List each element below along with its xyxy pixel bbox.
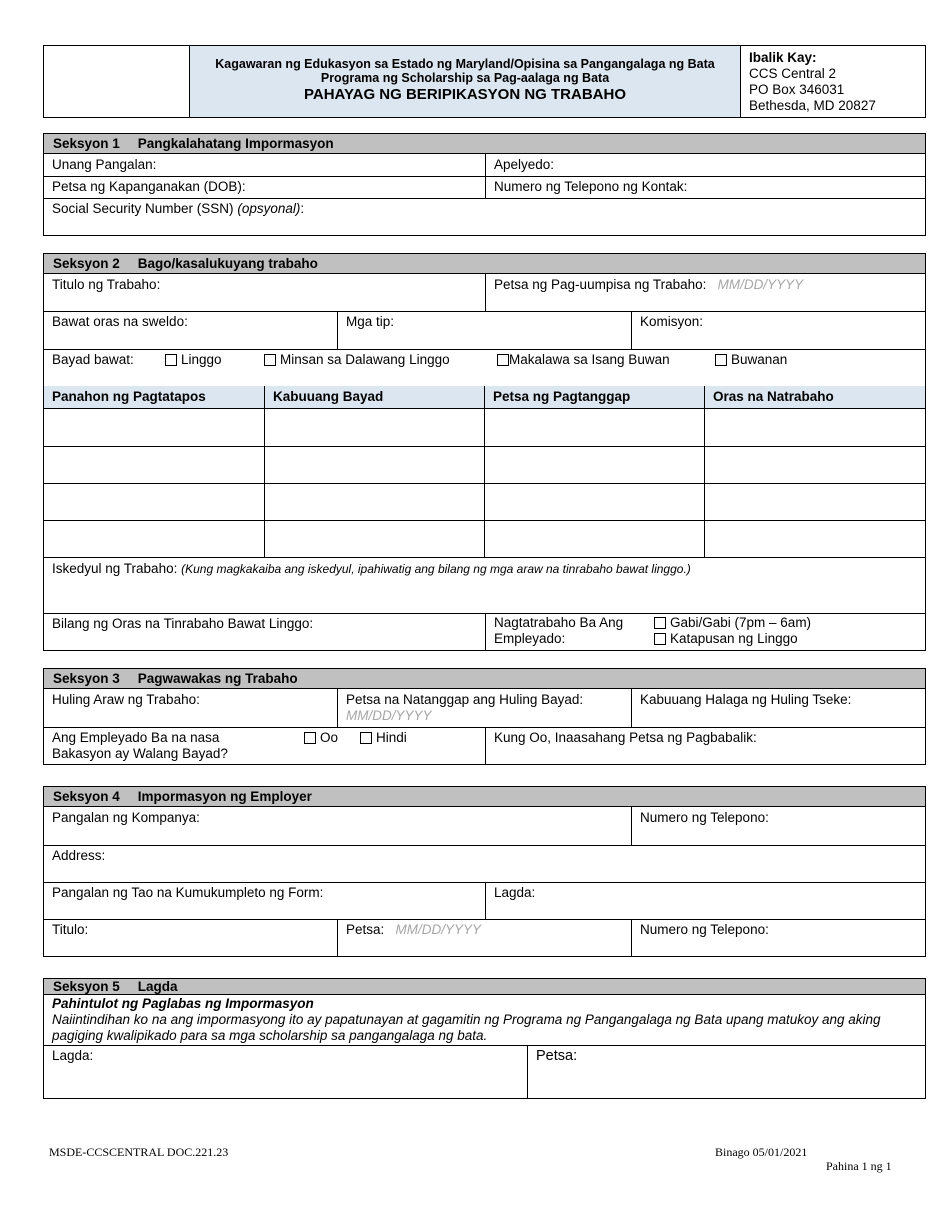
table-cell[interactable] <box>264 408 484 446</box>
program-name: Programa ng Scholarship sa Pag-aalaga ng Bata <box>320 71 610 85</box>
table-cell[interactable] <box>44 408 264 446</box>
start-date-label: Petsa ng Pag-uumpisa ng Trabaho: <box>494 277 707 292</box>
company-name-label: Pangalan ng Kompanya: <box>52 810 200 825</box>
employer-phone2-field[interactable] <box>631 919 925 956</box>
unpaid-leave-question-line2: Bakasyon ay Walang Bayad? <box>52 746 228 761</box>
commission-label: Komisyon: <box>640 314 704 329</box>
employer-title-field[interactable] <box>44 919 337 956</box>
freq-weekly-option[interactable] <box>165 352 222 368</box>
col-pay-period: Panahon ng Pagtatapos <box>52 389 206 404</box>
logo-box <box>43 45 190 118</box>
hours-per-week-label: Bilang ng Oras na Tinrabaho Bawat Linggo: <box>52 616 314 631</box>
section-title: Pagwawakas ng Trabaho <box>137 671 298 686</box>
section-title: Bago/kasalukuyang trabaho <box>137 256 318 271</box>
form-title-box <box>189 45 741 118</box>
table-cell[interactable] <box>484 520 704 557</box>
table-cell[interactable] <box>484 483 704 520</box>
table-cell[interactable] <box>484 446 704 483</box>
ssn-label: Social Security Number (SSN) <box>52 201 234 216</box>
option-label: Minsan sa Dalawang Linggo <box>280 352 450 367</box>
table-cell[interactable] <box>264 483 484 520</box>
section-number: Seksyon 3 <box>53 671 120 686</box>
job-title-field[interactable] <box>44 274 485 311</box>
page-number: Pahina 1 ng 1 <box>826 1159 892 1173</box>
checkbox-icon[interactable] <box>360 732 372 744</box>
unpaid-leave-field <box>44 727 485 764</box>
employer-signature-label: Lagda: <box>494 885 536 900</box>
tips-label: Mga tip: <box>346 314 395 329</box>
hourly-wage-field[interactable] <box>44 311 337 349</box>
employer-phone-field[interactable] <box>631 807 925 845</box>
last-day-label: Huling Araw ng Trabaho: <box>52 692 200 707</box>
release-title: Pahintulot ng Paglabas ng Impormasyon <box>52 996 314 1011</box>
works-question-line1: Nagtatrabaho Ba Ang <box>494 615 624 630</box>
return-line: PO Box 346031 <box>749 82 845 97</box>
section-3 <box>43 668 926 765</box>
pay-frequency-row <box>44 349 925 386</box>
dob-field[interactable] <box>44 176 485 198</box>
unpaid-leave-question-line1: Ang Empleyado Ba na nasa <box>52 730 220 745</box>
return-date-field[interactable] <box>485 727 925 764</box>
overnight-option[interactable] <box>654 615 811 631</box>
section-4 <box>43 786 926 957</box>
employer-signature-field[interactable] <box>485 882 925 919</box>
contact-phone-label: Numero ng Telepono ng Kontak: <box>494 179 688 194</box>
option-label: Gabi/Gabi (7pm – 6am) <box>670 615 812 630</box>
col-hours-worked: Oras na Natrabaho <box>704 386 925 408</box>
option-label: Katapusan ng Linggo <box>670 631 798 646</box>
completer-name-label: Pangalan ng Tao na Kumukumpleto ng Form: <box>52 885 324 900</box>
last-pay-date-label: Petsa na Natanggap ang Huling Bayad: <box>346 692 584 707</box>
freq-monthly-option[interactable] <box>715 352 787 368</box>
employer-phone-label: Numero ng Telepono: <box>640 810 769 825</box>
applicant-date-field[interactable] <box>527 1045 925 1098</box>
applicant-signature-field[interactable] <box>44 1045 527 1098</box>
works-question-line2: Empleyado: <box>494 631 566 646</box>
last-pay-date-field[interactable] <box>337 689 631 727</box>
last-name-label: Apelyedo: <box>494 157 555 172</box>
employer-date-label: Petsa: <box>346 922 385 937</box>
revised-date: Binago 05/01/2021 <box>715 1145 808 1159</box>
col-pay-date: Petsa ng Pagtanggap <box>484 386 704 408</box>
applicant-date-label: Petsa: <box>536 1048 578 1064</box>
date-placeholder: MM/DD/YYYY <box>717 277 804 292</box>
option-label: Oo <box>320 730 339 745</box>
release-text: Naiintindihan ko na ang impormasyong ito ay papatunayan at gagamitin ng Programa ng Pangangalaga ng Bata upang matukoy ang aking <box>52 1012 881 1027</box>
pay-frequency-label: Bayad bawat: <box>52 352 134 367</box>
table-cell[interactable] <box>264 446 484 483</box>
release-text: pagiging kwalipikado para sa mga scholarship sa pangangalaga ng bata. <box>52 1028 488 1043</box>
employer-phone2-label: Numero ng Telepono: <box>640 922 769 937</box>
return-address <box>740 45 926 118</box>
return-label: Ibalik Kay: <box>749 50 817 65</box>
employer-title-label: Titulo: <box>52 922 89 937</box>
table-cell[interactable] <box>44 446 264 483</box>
table-cell[interactable] <box>704 520 925 557</box>
table-row <box>44 446 925 484</box>
option-label: Buwanan <box>731 352 788 367</box>
first-name-label: Unang Pangalan: <box>52 157 157 172</box>
section-number: Seksyon 2 <box>53 256 120 271</box>
ssn-colon: : <box>300 201 305 216</box>
address-label: Address: <box>52 848 106 863</box>
weekend-option[interactable] <box>654 631 798 647</box>
freq-biweekly-option[interactable] <box>264 352 450 368</box>
date-placeholder: MM/DD/YYYY <box>395 922 482 937</box>
section-title: Pangkalahatang Impormasyon <box>137 136 334 151</box>
tips-field[interactable] <box>337 311 631 349</box>
hours-per-week-field[interactable] <box>44 613 485 650</box>
last-day-field[interactable] <box>44 689 337 727</box>
start-date-field[interactable] <box>485 274 925 311</box>
section-4-header <box>44 787 925 807</box>
ssn-field[interactable] <box>44 198 925 235</box>
return-date-label: Kung Oo, Inaasahang Petsa ng Pagbabalik: <box>494 730 757 745</box>
works-shifts-field <box>485 613 925 650</box>
completer-name-field[interactable] <box>44 882 485 919</box>
work-schedule-field[interactable] <box>44 557 925 613</box>
section-3-header <box>44 669 925 689</box>
table-cell[interactable] <box>484 408 704 446</box>
checkbox-icon[interactable] <box>497 354 509 366</box>
ssn-optional: (opsyonal) <box>237 201 301 216</box>
company-name-field[interactable] <box>44 807 631 845</box>
table-cell[interactable] <box>44 520 264 557</box>
table-cell[interactable] <box>44 483 264 520</box>
dob-label: Petsa ng Kapanganakan (DOB): <box>52 179 246 194</box>
checkbox-icon[interactable] <box>715 354 727 366</box>
work-schedule-label: Iskedyul ng Trabaho: <box>52 561 178 576</box>
section-5 <box>43 978 926 1099</box>
section-title: Lagda <box>137 979 178 994</box>
last-name-field[interactable] <box>485 154 925 176</box>
section-1 <box>43 133 926 236</box>
table-cell[interactable] <box>264 520 484 557</box>
freq-semimonthly-option[interactable] <box>497 352 670 368</box>
doc-id: MSDE-CCSCENTRAL DOC.221.23 <box>49 1145 229 1159</box>
date-placeholder: MM/DD/YYYY <box>346 708 432 723</box>
col-gross-pay: Kabuuang Bayad <box>264 386 484 408</box>
last-check-field[interactable] <box>631 689 925 727</box>
table-cell[interactable] <box>704 446 925 483</box>
release-statement <box>44 995 925 1045</box>
section-number: Seksyon 1 <box>53 136 120 151</box>
checkbox-icon[interactable] <box>264 354 276 366</box>
work-schedule-note: (Kung magkakaiba ang iskedyul, ipahiwatig ang bilang ng mga araw na tinrabaho bawat linggo.) <box>181 562 691 576</box>
table-row <box>44 520 925 558</box>
return-line: CCS Central 2 <box>749 66 837 81</box>
hourly-wage-label: Bawat oras na sweldo: <box>52 314 188 329</box>
contact-phone-field[interactable] <box>485 176 925 198</box>
section-number: Seksyon 5 <box>53 979 120 994</box>
checkbox-icon[interactable] <box>165 354 177 366</box>
applicant-signature-label: Lagda: <box>52 1048 94 1063</box>
section-title: Impormasyon ng Employer <box>137 789 312 804</box>
table-row <box>44 408 925 447</box>
leave-yes-option[interactable] <box>304 730 338 746</box>
address-field[interactable] <box>44 845 925 882</box>
agency-name: Kagawaran ng Edukasyon sa Estado ng Maryland/Opisina sa Pangangalaga ng Bata <box>215 57 715 71</box>
option-label: Hindi <box>376 730 407 745</box>
job-title-label: Titulo ng Trabaho: <box>52 277 161 292</box>
section-2 <box>43 253 926 651</box>
checkbox-icon[interactable] <box>654 633 666 645</box>
employer-date-field[interactable] <box>337 919 631 956</box>
return-line: Bethesda, MD 20827 <box>749 98 876 113</box>
section-1-header <box>44 134 925 154</box>
checkbox-icon[interactable] <box>654 617 666 629</box>
table-cell[interactable] <box>704 408 925 446</box>
leave-no-option[interactable] <box>360 730 407 746</box>
pay-table-header <box>44 386 925 409</box>
option-label: Makalawa sa Isang Buwan <box>509 352 670 367</box>
page-title: PAHAYAG NG BERIPIKASYON NG TRABAHO <box>304 86 626 103</box>
option-label: Linggo <box>181 352 222 367</box>
checkbox-icon[interactable] <box>304 732 316 744</box>
section-2-header <box>44 254 925 274</box>
table-row <box>44 483 925 521</box>
section-5-header <box>44 979 925 995</box>
commission-field[interactable] <box>631 311 925 349</box>
table-cell[interactable] <box>704 483 925 520</box>
last-check-label: Kabuuang Halaga ng Huling Tseke: <box>640 692 852 707</box>
first-name-field[interactable] <box>44 154 485 176</box>
section-number: Seksyon 4 <box>53 789 120 804</box>
